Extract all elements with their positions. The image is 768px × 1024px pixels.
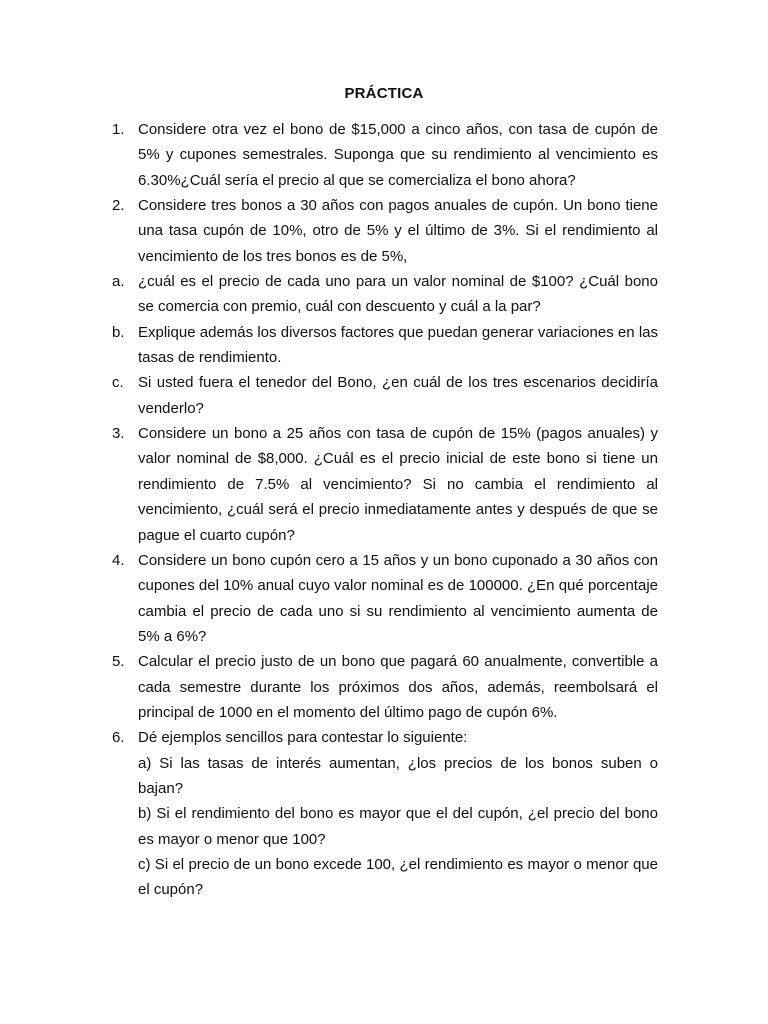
- exercise-6c: c) Si el precio de un bono excede 100, ¿el rendimiento es mayor o menor que el cupón?: [138, 855, 658, 899]
- exercise-6b: b) Si el rendimiento del bono es mayor que el del cupón, ¿el precio del bono es mayor o menor que 100?: [138, 805, 658, 848]
- item-text: Considere otra vez el bono de $15,000 a cinco años, con tasa de cupón de 5% y cupones semestrales. Suponga que su rendimiento al vencimiento es 6.30%¿Cuál sería el precio al que se comercializa el bono ahora?: [138, 121, 658, 189]
- item-text: Considere un bono cupón cero a 15 años y un bono cuponado a 30 años con cupones del 10% anual cuyo valor nominal es de 100000. ¿En qué porcentaje cambia el precio de cada uno si su rendimiento al vencimiento aumenta de 5% a 6%?: [138, 551, 658, 645]
- exercise-2a: [112, 269, 658, 320]
- exercise-2c: [112, 370, 658, 421]
- exercise-6a: a) Si las tasas de interés aumentan, ¿los precios de los bonos suben o bajan?: [138, 754, 658, 797]
- exercise-list: [112, 117, 658, 903]
- item-marker: 3.: [112, 425, 125, 443]
- item-text: Dé ejemplos sencillos para contestar lo siguiente:: [138, 729, 468, 747]
- item-text: ¿cuál es el precio de cada uno para un valor nominal de $100? ¿Cuál bono se comercia con premio, cuál con descuento y cuál a la par?: [138, 273, 658, 316]
- item-marker: 2.: [112, 197, 125, 215]
- item-text: Calcular el precio justo de un bono que pagará 60 anualmente, convertible a cada semestre durante los próximos dos años, además, reembolsará el principal de 1000 en el momento del último pago de cupón 6%.: [138, 653, 658, 721]
- exercise-5: [112, 649, 658, 725]
- item-marker: 6.: [112, 729, 125, 747]
- item-marker: a.: [112, 273, 125, 291]
- page-title: PRÁCTICA: [344, 85, 424, 102]
- item-marker: b.: [112, 323, 125, 341]
- exercise-6: [112, 725, 658, 750]
- item-marker: 5.: [112, 653, 125, 671]
- item-text: Explique además los diversos factores que puedan generar variaciones en las tasas de rendimiento.: [138, 323, 658, 367]
- item-marker: 1.: [112, 121, 125, 138]
- exercise-2: [112, 193, 658, 269]
- exercise-1: [112, 117, 658, 193]
- exercise-4: [112, 548, 658, 649]
- exercise-3: [112, 421, 658, 548]
- item-marker: 4.: [112, 551, 125, 569]
- item-marker: c.: [112, 374, 124, 392]
- item-text: Si usted fuera el tenedor del Bono, ¿en cuál de los tres escenarios decidiría venderlo?: [138, 374, 658, 417]
- item-text: Considere tres bonos a 30 años con pagos anuales de cupón. Un bono tiene una tasa cupón de 10%, otro de 5% y el último de 3%. Si el rendimiento al vencimiento de los tres bonos es de 5%,: [138, 197, 658, 265]
- exercise-2b: [112, 320, 658, 371]
- item-text: Considere un bono a 25 años con tasa de cupón de 15% (pagos anuales) y valor nominal de $8,000. ¿Cuál es el precio inicial de este bono si tiene un rendimiento de 7.5% al vencimiento? Si no cambia el rendimiento al vencimiento, ¿cuál será el precio inmediatamente antes y después de que se pague el cuarto cupón?: [138, 425, 658, 544]
